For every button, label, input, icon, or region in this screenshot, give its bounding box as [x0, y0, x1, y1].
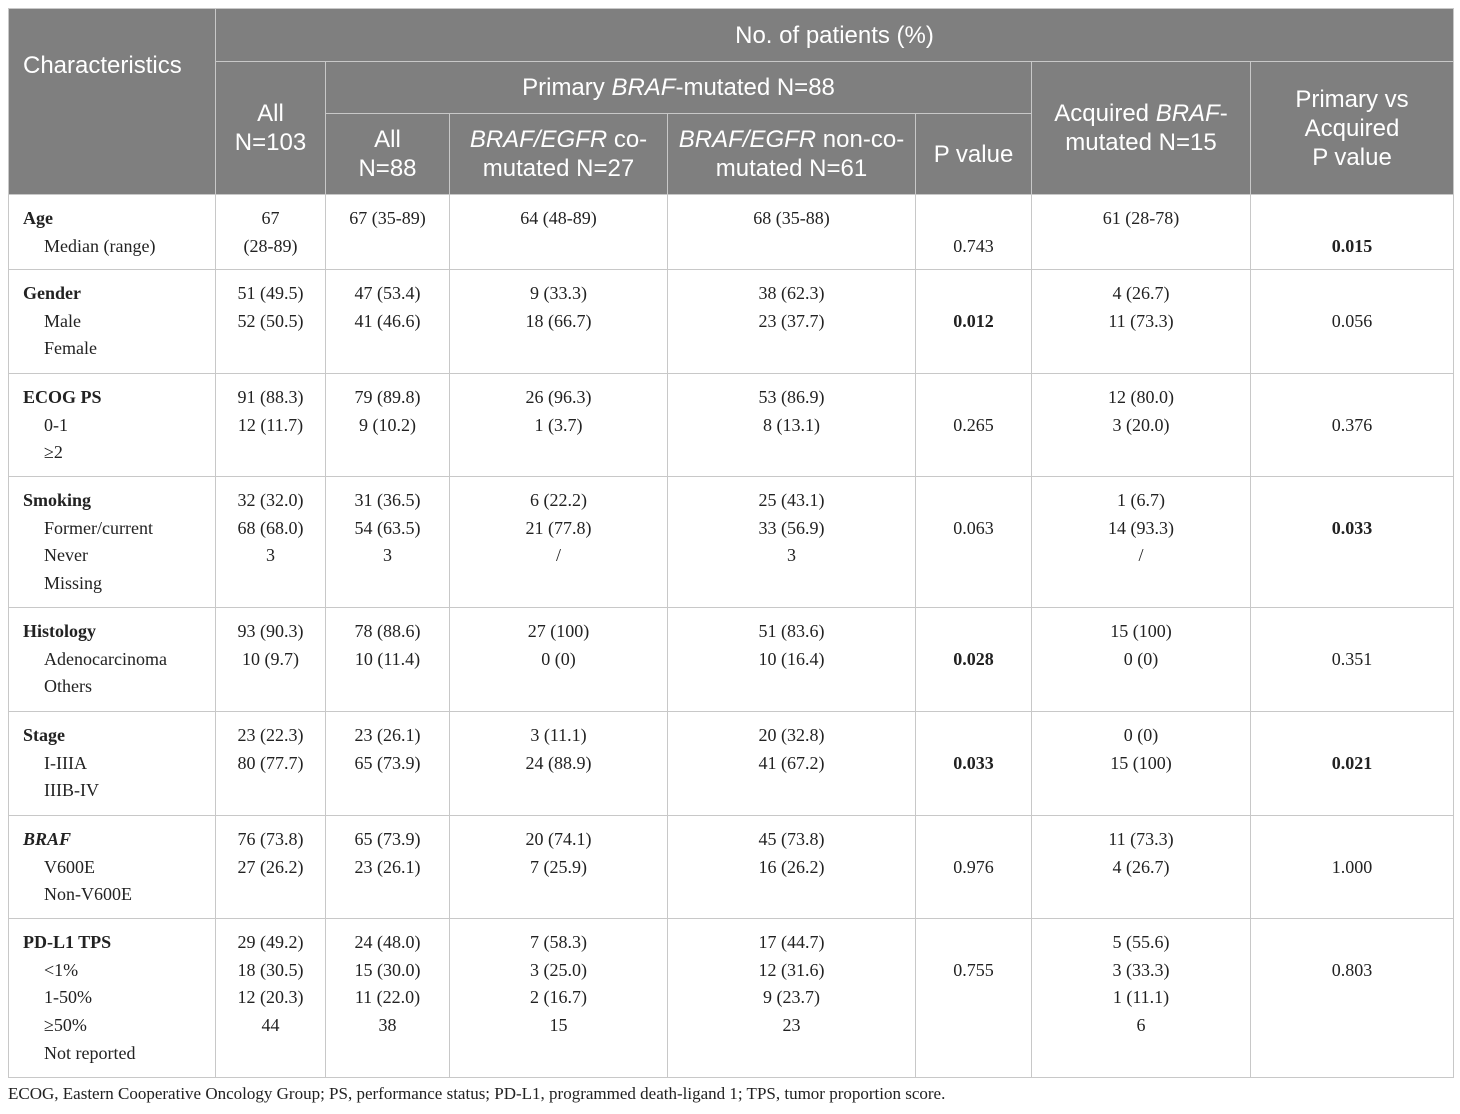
cell-value: 76 (73.8) [237, 829, 304, 849]
cell-all-total [216, 270, 326, 374]
row-group-label: Gender [23, 283, 81, 303]
cell-value: 15 (100) [1110, 621, 1172, 641]
cell-all-total [216, 816, 326, 919]
row-sub-label: Others [44, 676, 92, 697]
cell-p-value [916, 477, 1032, 608]
cell-value: 12 (11.7) [237, 414, 304, 435]
cell-co-mutated [450, 816, 668, 919]
cell-acquired [1032, 374, 1251, 477]
cell-non-co-mutated [668, 919, 916, 1078]
cell-value: 44 [261, 1015, 280, 1036]
header-pva-line1: Primary vs [1295, 85, 1409, 113]
cell-value: 9 (10.2) [359, 414, 416, 435]
row-sub-label: 1-50% [44, 987, 92, 1008]
cell-co-mutated [450, 477, 668, 608]
cell-value: 93 (90.3) [237, 621, 304, 641]
row-sub-label: Missing [44, 573, 103, 594]
row-sub-label: I-IIIA [44, 752, 87, 773]
header-co-mutated [450, 114, 668, 195]
cell-value: 2 (16.7) [530, 987, 587, 1008]
cell-primary-vs-acquired-p [1251, 270, 1454, 374]
cell-characteristic [9, 919, 216, 1078]
cell-non-co-mutated [668, 374, 916, 477]
row-sub-label: <1% [44, 959, 79, 980]
cell-characteristic [9, 608, 216, 712]
cell-value: 38 [378, 1015, 397, 1036]
cell-p-value [916, 195, 1032, 270]
cell-value: 68 (68.0) [237, 517, 304, 538]
cell-value: 61 (28-78) [1102, 208, 1180, 228]
row-group-label: PD-L1 TPS [23, 932, 112, 952]
cell-value: 65 (73.9) [354, 752, 421, 773]
table-row [9, 374, 1454, 477]
cell-value: 23 (22.3) [237, 725, 304, 745]
cell-value: 18 (66.7) [525, 310, 592, 331]
row-group-label: Stage [23, 725, 65, 745]
cell-co-mutated [450, 195, 668, 270]
cell-value: 68 (35-88) [753, 208, 830, 228]
cell-characteristic [9, 270, 216, 374]
table-row [9, 816, 1454, 919]
p-value-text: 0.976 [953, 857, 994, 877]
cell-value: 15 [549, 1015, 568, 1036]
cell-all-total [216, 712, 326, 816]
table-row [9, 270, 1454, 374]
header-acquired [1032, 62, 1251, 195]
header-pva-line2: Acquired [1304, 114, 1400, 142]
cell-all-primary [326, 195, 450, 270]
cell-value: 3 (11.1) [530, 725, 587, 745]
cell-non-co-mutated [668, 477, 916, 608]
p-value-text: 0.351 [1331, 649, 1373, 669]
cell-value: 21 (77.8) [525, 517, 592, 538]
cell-all-total [216, 919, 326, 1078]
cell-value: 80 (77.7) [237, 752, 304, 773]
cell-value: 1 (11.1) [1112, 987, 1170, 1008]
cell-all-primary [326, 712, 450, 816]
cell-value: 41 (67.2) [758, 752, 825, 773]
cell-p-value [916, 919, 1032, 1078]
cell-value: 15 (30.0) [354, 959, 421, 980]
cell-value: 38 (62.3) [758, 283, 825, 303]
cell-value: 67 [261, 208, 280, 228]
cell-value: 6 [1136, 1015, 1146, 1036]
cell-non-co-mutated [668, 816, 916, 919]
header-all-primary [326, 114, 450, 195]
cell-value: 33 (56.9) [758, 517, 825, 538]
row-sub-label: Median (range) [44, 235, 156, 256]
p-value-text: 0.015 [1331, 236, 1373, 256]
cell-value: 23 (26.1) [354, 856, 421, 877]
cell-value: 3 (25.0) [530, 959, 587, 980]
header-all-primary-line1: All [374, 126, 401, 153]
cell-value: 14 (93.3) [1108, 517, 1174, 538]
cell-value: 29 (49.2) [237, 932, 304, 952]
header-acquired-post: -mutated N=15 [1065, 100, 1228, 156]
cell-primary-vs-acquired-p [1251, 919, 1454, 1078]
header-acquired-italic: BRAF [1155, 100, 1220, 127]
p-value-text: 0.265 [953, 415, 994, 435]
header-non-co-mutated [668, 114, 916, 195]
p-value-text: 0.028 [953, 649, 994, 669]
row-sub-label: Female [44, 338, 97, 359]
cell-primary-vs-acquired-p [1251, 816, 1454, 919]
row-sub-label: IIIB-IV [44, 780, 99, 801]
table-container [8, 8, 1453, 1078]
cell-characteristic [9, 374, 216, 477]
cell-characteristic [9, 477, 216, 608]
cell-value: 27 (26.2) [237, 856, 304, 877]
cell-value: 20 (74.1) [525, 829, 592, 849]
cell-characteristic [9, 195, 216, 270]
cell-value: 7 (25.9) [530, 856, 587, 877]
cell-value: (28-89) [243, 235, 298, 256]
cell-all-primary [326, 270, 450, 374]
cell-p-value [916, 816, 1032, 919]
p-value-text: 1.000 [1331, 857, 1373, 877]
cell-value: 31 (36.5) [354, 490, 421, 510]
cell-value: 10 (16.4) [758, 648, 825, 669]
table-row [9, 608, 1454, 712]
row-sub-label: Former/current [44, 517, 153, 538]
cell-value: 5 (55.6) [1112, 932, 1170, 952]
cell-value: 3 [383, 545, 392, 566]
cell-value: 45 (73.8) [758, 829, 825, 849]
header-all-total-line1: All [257, 100, 284, 127]
header-primary-vs-acquired [1251, 62, 1454, 195]
cell-value: 64 (48-89) [520, 208, 597, 228]
cell-all-total [216, 374, 326, 477]
cell-p-value [916, 374, 1032, 477]
cell-co-mutated [450, 608, 668, 712]
cell-value: 51 (83.6) [758, 621, 825, 641]
cell-value: 4 (26.7) [1112, 856, 1170, 877]
cell-p-value [916, 608, 1032, 712]
cell-value: 10 (9.7) [242, 648, 299, 669]
p-value-text: 0.012 [953, 311, 994, 331]
row-sub-label: Never [44, 545, 88, 566]
p-value-text: 0.033 [1331, 518, 1373, 538]
header-primary-italic: BRAF [611, 74, 676, 101]
cell-value: 0 (0) [541, 648, 576, 669]
cell-all-primary [326, 919, 450, 1078]
cell-co-mutated [450, 374, 668, 477]
header-characteristics: Characteristics [9, 9, 216, 195]
cell-characteristic [9, 712, 216, 816]
cell-value: 24 (48.0) [354, 932, 421, 952]
cell-value: 12 (20.3) [237, 987, 304, 1008]
cell-value: 10 (11.4) [354, 648, 421, 669]
cell-p-value [916, 712, 1032, 816]
cell-value: / [1138, 545, 1144, 566]
p-value-text: 0.803 [1331, 960, 1373, 980]
cell-co-mutated [450, 270, 668, 374]
cell-value: 20 (32.8) [758, 725, 825, 745]
cell-value: 52 (50.5) [237, 310, 304, 331]
cell-co-mutated [450, 919, 668, 1078]
cell-characteristic [9, 816, 216, 919]
table-header [9, 9, 1454, 195]
cell-value: 3 [787, 545, 796, 566]
row-sub-label: Male [44, 310, 81, 331]
cell-non-co-mutated [668, 712, 916, 816]
table-row [9, 195, 1454, 270]
cell-value: 91 (88.3) [237, 387, 304, 407]
cell-value: 23 [782, 1015, 801, 1036]
table-row [9, 919, 1454, 1078]
cell-value: 12 (80.0) [1108, 387, 1174, 407]
row-group-label: ECOG PS [23, 387, 102, 407]
cell-value: 7 (58.3) [530, 932, 587, 952]
row-sub-label: Non-V600E [44, 884, 132, 905]
cell-primary-vs-acquired-p [1251, 712, 1454, 816]
cell-acquired [1032, 608, 1251, 712]
header-p-value: P value [916, 114, 1032, 195]
cell-value: / [555, 545, 561, 566]
table-body [9, 195, 1454, 1078]
cell-value: 8 (13.1) [763, 414, 820, 435]
cell-all-primary [326, 608, 450, 712]
cell-acquired [1032, 919, 1251, 1078]
cell-value: 11 (22.0) [354, 987, 421, 1008]
row-sub-label: ≥2 [44, 442, 63, 463]
cell-value: 1 (6.7) [1117, 490, 1165, 510]
table-row [9, 477, 1454, 608]
header-co-rest: co-mutated N=27 [482, 126, 648, 182]
cell-value: 3 (33.3) [1112, 959, 1170, 980]
cell-value: 6 (22.2) [530, 490, 587, 510]
row-group-label: BRAF [23, 829, 72, 849]
cell-value: 0 (0) [1123, 648, 1159, 669]
cell-acquired [1032, 195, 1251, 270]
header-no-patients: No. of patients (%) [216, 9, 1454, 62]
cell-all-primary [326, 816, 450, 919]
cell-value: 27 (100) [527, 621, 590, 641]
cell-value: 53 (86.9) [758, 387, 825, 407]
p-value-text: 0.743 [953, 236, 994, 256]
header-primary-post: -mutated N=88 [675, 74, 835, 101]
cell-value: 65 (73.9) [354, 829, 421, 849]
cell-value: 0 (0) [1123, 725, 1159, 745]
row-sub-label: V600E [44, 856, 95, 877]
p-value-text: 0.056 [1331, 311, 1373, 331]
p-value-text: 0.021 [1331, 753, 1373, 773]
row-group-label: Histology [23, 621, 97, 641]
cell-value: 16 (26.2) [758, 856, 825, 877]
p-value-text: 0.033 [953, 753, 994, 773]
patient-characteristics-table [8, 8, 1454, 1078]
cell-all-primary [326, 374, 450, 477]
cell-value: 23 (26.1) [354, 725, 421, 745]
cell-value: 9 (33.3) [530, 283, 587, 303]
table-footnote: ECOG, Eastern Cooperative Oncology Group; PS, performance status; PD-L1, programmed death-ligand 1; TPS, tumor proportion score. [8, 1084, 946, 1103]
table-row [9, 712, 1454, 816]
cell-non-co-mutated [668, 195, 916, 270]
p-value-text: 0.063 [953, 518, 994, 538]
row-group-label: Age [23, 208, 53, 228]
cell-value: 47 (53.4) [354, 283, 421, 303]
cell-value: 51 (49.5) [237, 283, 304, 303]
cell-all-primary [326, 477, 450, 608]
cell-p-value [916, 270, 1032, 374]
cell-value: 4 (26.7) [1112, 283, 1170, 303]
cell-value: 24 (88.9) [525, 752, 592, 773]
header-all-total-line2: N=103 [234, 129, 307, 156]
cell-acquired [1032, 477, 1251, 608]
header-all-primary-line2: N=88 [358, 155, 417, 182]
cell-value: 3 (20.0) [1112, 414, 1170, 435]
cell-value: 12 (31.6) [758, 959, 825, 980]
cell-value: 25 (43.1) [758, 490, 825, 510]
cell-value: 9 (23.7) [763, 987, 820, 1008]
cell-all-total [216, 195, 326, 270]
row-sub-label: 0-1 [44, 414, 68, 435]
cell-value: 1 (3.7) [534, 414, 583, 435]
cell-value: 32 (32.0) [237, 490, 304, 510]
cell-primary-vs-acquired-p [1251, 477, 1454, 608]
header-nonco-italic: BRAF/EGFR [678, 126, 817, 153]
cell-acquired [1032, 712, 1251, 816]
p-value-text: 0.755 [953, 960, 994, 980]
header-pva-line3: P value [1312, 143, 1392, 171]
cell-value: 23 (37.7) [758, 310, 825, 331]
row-sub-label: ≥50% [44, 1015, 87, 1036]
row-sub-label: Not reported [44, 1042, 136, 1063]
cell-value: 15 (100) [1110, 752, 1172, 773]
cell-value: 17 (44.7) [758, 932, 825, 952]
cell-value: 3 [266, 545, 275, 566]
header-primary-pre: Primary [522, 74, 612, 101]
header-all-total [216, 62, 326, 195]
cell-value: 79 (89.8) [354, 387, 421, 407]
cell-value: 54 (63.5) [354, 517, 421, 538]
cell-value: 18 (30.5) [237, 959, 304, 980]
cell-all-total [216, 608, 326, 712]
cell-acquired [1032, 816, 1251, 919]
cell-value: 78 (88.6) [354, 621, 421, 641]
row-sub-label: Adenocarcinoma [44, 648, 167, 669]
header-primary-group [326, 62, 1032, 114]
header-nonco-rest: non-co-mutated N=61 [715, 126, 905, 182]
cell-value: 67 (35-89) [349, 208, 426, 228]
header-co-italic: BRAF/EGFR [469, 126, 608, 153]
cell-value: 11 (73.3) [1108, 310, 1174, 331]
row-group-label: Smoking [23, 490, 92, 510]
header-acquired-pre: Acquired [1054, 100, 1156, 127]
cell-value: 26 (96.3) [525, 387, 592, 407]
cell-primary-vs-acquired-p [1251, 195, 1454, 270]
cell-all-total [216, 477, 326, 608]
cell-non-co-mutated [668, 270, 916, 374]
cell-primary-vs-acquired-p [1251, 374, 1454, 477]
cell-acquired [1032, 270, 1251, 374]
cell-primary-vs-acquired-p [1251, 608, 1454, 712]
cell-value: 11 (73.3) [1108, 829, 1174, 849]
p-value-text: 0.376 [1331, 415, 1373, 435]
cell-co-mutated [450, 712, 668, 816]
cell-value: 41 (46.6) [354, 310, 421, 331]
cell-non-co-mutated [668, 608, 916, 712]
